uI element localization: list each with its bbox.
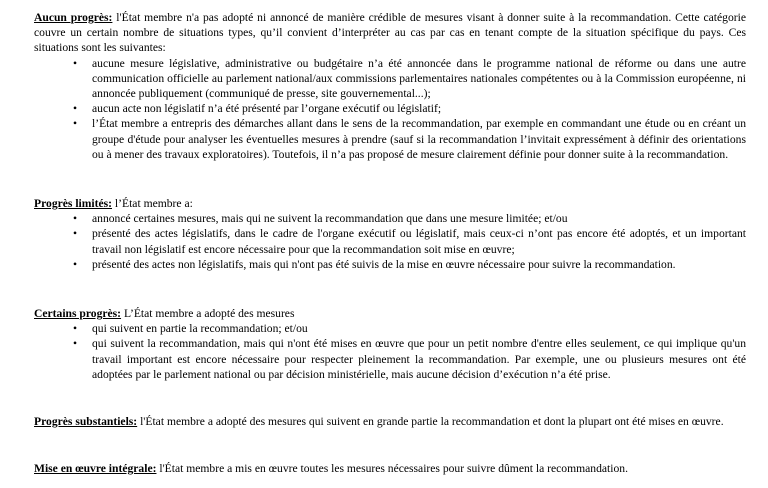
list-item xyxy=(34,257,746,272)
bullet-icon xyxy=(69,211,81,226)
list-item xyxy=(34,336,746,382)
bullet-icon xyxy=(69,116,81,131)
list-item-text: présenté des actes législatifs, dans le cadre de l'organe exécutif ou législatif, mais ceux-ci n’ont pas encore été adoptés, et un important travail non législatif est encore nécessaire pour que la recommandation soit mise en œuvre; xyxy=(92,227,746,256)
section-intro xyxy=(34,10,746,56)
section-intro-text: L’État membre a adopté des mesures xyxy=(121,307,295,320)
section-certains-progres xyxy=(34,306,746,382)
section-intro xyxy=(34,461,746,476)
list-item-text: annoncé certaines mesures, mais qui ne suivent la recommandation que dans une mesure limitée; et/ou xyxy=(92,212,568,226)
section-intro-text: l'État membre n'a pas adopté ni annoncé de manière crédible de mesures visant à donner suite à la recommandation. Cette catégorie couvre un certain nombre de situations types, qu’il convient d’interpréter au cas par cas en tenant compte de la situation spécifique du pays. Ces situations sont les suivantes: xyxy=(34,11,746,55)
bullet-icon xyxy=(69,226,81,241)
section-heading: Progrès substantiels: xyxy=(34,415,138,428)
section-intro xyxy=(34,196,746,211)
section-intro xyxy=(34,414,746,429)
list-item-text: l’État membre a entrepris des démarches allant dans le sens de la recommandation, par exemple en commandant une étude ou en créant un groupe d'étude pour analyser les éventuelles mesures à prendre (sauf si la recommandation l’invitait expressément à définir des orientations ou à mener des travaux exploratoires). Toutefois, il n’a pas proposé de mesure clairement définie pour donner suite à la recommandation. xyxy=(92,117,746,161)
bullet-icon xyxy=(69,101,81,116)
bullet-icon xyxy=(69,257,81,272)
list-item-text: qui suivent en partie la recommandation; et/ou xyxy=(92,322,308,336)
section-intro-text: l'État membre a mis en œuvre toutes les mesures nécessaires pour suivre dûment la recommandation. xyxy=(156,462,628,475)
section-heading: Certains progrès: xyxy=(34,307,122,320)
section-intro-text: l’État membre a: xyxy=(112,197,193,210)
bullet-list xyxy=(34,321,746,382)
list-item xyxy=(34,101,746,116)
bullet-icon xyxy=(69,321,81,336)
list-item-text: aucune mesure législative, administrative ou budgétaire n’a été annoncée dans le programme national de réforme ou dans une autre communication officielle au parlement national/aux commissions parlementaires nationales compétentes ou à la Commission européenne, ni annoncée publiquement (communiqué de presse, site gouvernemental...); xyxy=(92,56,746,101)
list-item xyxy=(34,226,746,256)
bullet-list xyxy=(34,211,746,272)
section-heading: Progrès limités: xyxy=(34,197,113,210)
list-item xyxy=(34,321,746,336)
list-item xyxy=(34,211,746,226)
section-progres-substantiels xyxy=(34,414,746,429)
section-progres-limites xyxy=(34,196,746,272)
list-item-text: qui suivent la recommandation, mais qui n'ont été mises en œuvre que pour un petit nombre d'entre elles seulement, ce qui implique qu'un travail important est encore nécessaire pour respecter pleinement la recommandation. Par exemple, une ou plusieurs mesures ont été adoptées par le parlement national ou par décision ministérielle, mais aucune décision d’exécution n’a été prise. xyxy=(92,337,746,381)
list-item xyxy=(34,56,746,102)
list-item xyxy=(34,116,746,162)
section-heading: Mise en œuvre intégrale: xyxy=(34,462,157,475)
section-intro-text: l'État membre a adopté des mesures qui suivent en grande partie la recommandation et dont la plupart ont été mises en œuvre. xyxy=(137,415,724,428)
list-item-text: aucun acte non législatif n’a été présenté par l’organe exécutif ou législatif; xyxy=(92,102,442,116)
section-aucun-progres xyxy=(34,10,746,162)
section-intro xyxy=(34,306,746,321)
section-mise-en-oeuvre-integrale xyxy=(34,461,746,476)
bullet-icon xyxy=(69,336,81,351)
bullet-list xyxy=(34,56,746,162)
section-heading: Aucun progrès: xyxy=(34,11,113,24)
bullet-icon xyxy=(69,56,81,71)
list-item-text: présenté des actes non législatifs, mais qui n'ont pas été suivis de la mise en œuvre nécessaire pour suivre la recommandation. xyxy=(92,257,676,271)
